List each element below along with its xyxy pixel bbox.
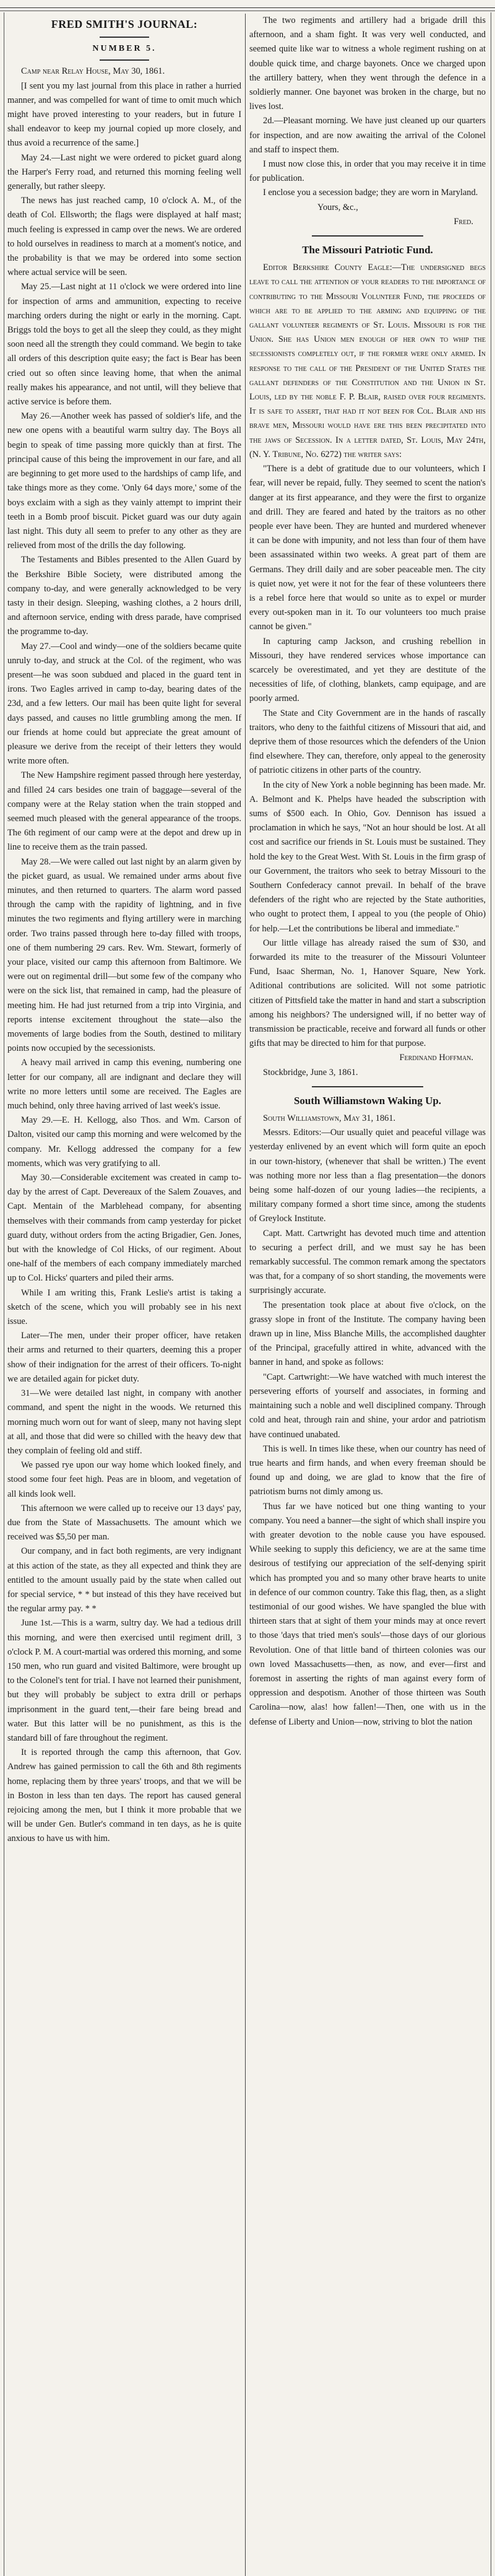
williamstown-paragraph: Thus far we have noticed but one thing wanting to your company. You need a banner—the sight of which shall inspire you with greater devotion to the noble cause you have espoused. While seeking to supply this deficiency, we are at the same time desirous of testifying our appreciation of the self-denying spirit which has prompted you and so many other brave hearts to unite in defence of our common country. Take this flag, then, as a slight testimonial of our good wishes. We have spangled the blue with thirteen stars that at sight of them your minds may at once revert to those 'days that tried men's souls'—those days of our glorious Revolution. One of that little band of thirteen colonies was our own loved Massachusetts—then, as now, and ever—first and foremost in asserting the rights of man against every form of oppression and despotism. Another of those thirteen was South Carolina—now, alas! how fallen!—Then, one with us in the defense of Liberty and Union—now, striving to blot the nation	[249, 1501, 486, 1727]
missouri-paragraph: In capturing camp Jackson, and crushing rebellion in Missouri, they have rendered services whose importance can scarcely be overestimated, and yet they are destitute of the necessities of life, of clothing, blankets, camp equipage, and are poorly armed.	[249, 636, 486, 704]
left-column	[7, 14, 241, 2576]
journal-paragraph: May 26.—Another week has passed of soldier's life, and the new one opens with a beautiful warm sultry day. The Boys all begin to speak of time passing more quickly than at first. The principal cause of this being the improvement in our fare, and all are beginning to get more used to the hardships of camp life, and take things more as they come. 'Only 64 days more,' some of the boys exclaim with a sigh as they vainly attempt to imprint their teeth in a Bomb proof biscuit. Picket guard was our duty again last night. This duty all seem to prefer to any other as they are relieved from most of the drills the day following.	[7, 411, 241, 551]
journal-paragraph: [I sent you my last journal from this place in rather a hurried manner, and was compelled for want of time to omit much which might have proved interesting to your readers, but in future I shall endeavor to keep my journal copied up more closely, and thus avoid a recurrence of the same.]	[7, 80, 241, 149]
missouri-place-date: Stockbridge, June 3, 1861.	[263, 1067, 358, 1077]
journal-paragraph: May 30.—Considerable excitement was created in camp to-day by the arrest of Capt. Devereaux of the Salem Zouaves, and Capt. Mentain of the Marblehead company, for absenting themselves with their commands from camp yesterday for picket guard duty, without orders from the acting Brigadier, Gen. Jones, but with the knowledge of Col Hicks, of our regiment. About one-half of the members of each company immediately marched up to Col. Hicks' quarters and piled their arms.	[7, 1173, 241, 1284]
journal-paragraph: May 25.—Last night at 11 o'clock we were ordered into line for inspection of arms and ammunition, expecting to receive marching orders during the night or early in the morning. Capt. Briggs told the boys to get all the sleep they could, as they might soon need all the strength they could command. We begin to take all orders of this description quite easy; the fact is Bear has been cried out so often since leaving home, that when the animal really makes his appearance, and not until, will they believe that active service is before them.	[7, 282, 241, 407]
journal-signoff: Yours, &c.,	[317, 202, 358, 212]
right-column	[249, 14, 486, 2576]
journal-paragraph: We passed rye upon our way home which looked finely, and stood some four feet high. Peas are in bloom, and vegetation of all kinds look well.	[7, 1460, 241, 1499]
journal-paragraph: A heavy mail arrived in camp this evening, numbering one letter for our company, all are indignant and declare they will write no more letters until some are received. The Eagles are much behind, only three having arrived of last week's issue.	[7, 1058, 241, 1112]
williamstown-paragraph: Messrs. Editors:—Our usually quiet and peaceful village was yesterday enlivened by an event which will form quite an epoch in our town-history, (whenever that shall be written.) The event was nothing more nor less than a flag presentation—the donors being some half-dozen of our young ladies—the recipients, a military company formed a short time since, among the students of Greylock Institute.	[249, 1128, 486, 1224]
journal-paragraph: I must now close this, in order that you may receive it in time for publication.	[249, 159, 486, 184]
journal-paragraph: This afternoon we were called up to receive our 13 days' pay, due from the State of Massachusetts. The amount which we received was $5,50 per man.	[7, 1503, 241, 1543]
missouri-paragraph: Our little village has already raised the sum of $30, and forwarded its mite to the treasurer of the Missouri Volunteer Fund, Isaac Sherman, No. 1, Hanover Square, New York. Aditional contributions are solicited. Will not some patriotic citizen of Pittsfield take the matter in hand and start a subscription among his neighbors? The undersigned will, if no better way of transmission be practicable, receive and forward all funds or other gifts that may be directed to him for that purpose.	[249, 938, 486, 1049]
journal-paragraph: May 28.—We were called out last night by an alarm given by the picket guard, as usual. We remained under arms about five minutes, and then returned to quarters. The alarm word passed through the camp with the rapidity of lightning, and in five minutes the two regiments and flying artillery were in marching order. Two trains passed through here to-day filled with troops, one of them numbering 29 cars. Rev. Wm. Stewart, formerly of your place, visited our camp this afternoon from Baltimore. We were out on regimental drill—but some few of the company who were on the sick list, that remained in camp, had the pleasure of meeting him. He had just returned from a trip into Virginia, and reports intense excitement throughout the state—also the movements of large bodies from the South, destined to military points now occupied by the secessionists.	[7, 856, 241, 1054]
article-separator	[312, 1086, 423, 1087]
williamstown-paragraph: "Capt. Cartwright:—We have watched with much interest the persevering efforts of yourself and associates, in forming and maintaining such a noble and well disciplined company. Through cold and heat, through rain and shine, your ardor and patriotism have continued unabated.	[249, 1372, 486, 1440]
williamstown-paragraph: This is well. In times like these, when our country has need of true hearts and firm hands, and when every freeman should be found up and doing, we are glad to know that the fire of patriotism burns not dimly among us.	[249, 1443, 486, 1497]
williamstown-paragraph: The presentation took place at about five o'clock, on the grassy slope in front of the Institute. The company having been drawn up in line, Miss Blanche Mills, the accomplished daughter of the Principal, gracefully attired in white, advanced with the banner in hand, and spoke as follows:	[249, 1300, 486, 1368]
williamstown-headline: South Williamstown Waking Up.	[293, 1094, 442, 1107]
journal-paragraph: May 29.—E. H. Kellogg, also Thos. and Wm. Carson of Dalton, visited our camp this morning and were welcomed by the company. Mr. Kellogg addressed the company for a few moments, which was very gratifying to all.	[7, 1115, 241, 1168]
missouri-paragraph: "There is a debt of gratitude due to our volunteers, which I fear, will never be repaid, fully. They seemed to scent the nation's danger at its first appearance, and they were the first to organize and drill. They are feared and hated by the traitors as no other people ever have been. They are hunted and murdered whenever it can be done with impunity, and not less than four of them have been assassinated within two weeks. A great part of them are Germans. They drill daily and are sober peaceable men. The city is quiet now, yet were it not for the fear of these volunteers there is a rebel force here that would so unite as to expel or murder every out-spoken man in it. To our volunteers too much praise cannot be given."	[249, 464, 486, 632]
journal-number: NUMBER 5.	[92, 44, 157, 54]
top-border-rule	[0, 7, 495, 8]
missouri-signature: Ferdinand Hoffman.	[399, 1053, 473, 1063]
journal-paragraph: May 24.—Last night we were ordered to picket guard along the Harper's Ferry road, and returned this morning feeling well generally, but rather sleepy.	[7, 152, 241, 192]
rule	[100, 37, 149, 38]
adjacent-column-edge-left	[0, 12, 4, 2576]
williamstown-dateline: South Williamstown, May 31, 1861.	[263, 1113, 396, 1124]
journal-paragraph: Later—The men, under their proper officer, have retaken their arms and returned to their quarters, deeming this a proper show of their indignation for the arrest of their officers. To-night we are detailed again for picket duty.	[7, 1331, 241, 1384]
journal-paragraph: The news has just reached camp, 10 o'clock A. M., of the death of Col. Ellsworth; the flags were displayed at half mast; much feeling is expressed in camp over the news. We are ordered to hold ourselves in readiness to march at a moment's notice, and the probability is that we may be ordered into some section where actual service will be seen.	[7, 196, 241, 278]
journal-paragraph: While I am writing this, Frank Leslie's artist is taking a sketch of the scene, which you will probably see in his next issue.	[7, 1287, 241, 1327]
missouri-headline: The Missouri Patriotic Fund.	[302, 244, 433, 256]
journal-masthead: FRED SMITH'S JOURNAL:	[51, 18, 198, 30]
journal-paragraph: It is reported through the camp this afternoon, that Gov. Andrew has gained permission to call the 6th and 8th regiments home, replacing them by three years' troops, and that we will be in Boston in less than ten days. The report has caused general rejoicing among the men, but I think it more probable that we will be under Gen. Butler's command in ten days, as he is quite anxious to have us with him.	[7, 1747, 241, 1844]
journal-dateline: Camp near Relay House, May 30, 1861.	[21, 66, 165, 77]
column-divider	[245, 14, 246, 2576]
adjacent-column-edge-right	[491, 12, 495, 2576]
journal-signature: Fred.	[454, 216, 473, 227]
journal-paragraph: The two regiments and artillery had a brigade drill this afternoon, and a sham fight. It was very well conducted, and seemed quite like war to witness a whole regiment rushing on at double quick time, and charge bayonets. Once we charged upon the artillery battery, when they went through the defence in a soldierly manner. One bayonet was broken in the charge, but no lives lost.	[249, 15, 486, 112]
missouri-paragraph: In the city of New York a noble beginning has been made. Mr. A. Belmont and K. Phelps have headed the subscription with sums of $500 each. In Ohio, Gov. Dennison has issued a proclamation in which he says, "Not an hour should be lost. At all cost and sacrifice our friends in St. Louis must be sustained. They hold the key to the Great West. With St. Louis in the firm grasp of our Government, the traitors who seek to betray Missouri to the Southern Confederacy cannot prevail. In behalf of the brave defenders of the right who are rejected by the State authorities, who ought to protect them, I appeal to you (the people of Ohio) for help.—Let the contributions be liberal and immediate."	[249, 780, 486, 934]
journal-paragraph: June 1st.—This is a warm, sultry day. We had a tedious drill this morning, and were then exercised until regiment drill, 3 o'clock P. M. A court-martial was ordered this morning, and some 150 men, who run guard and visited Baltimore, were brought up to the Colonel's tent for trial. I have not learned their punishment, but they will probably be subject to extra drill or perhaps imprisonment in the guard tent,—their fare being bread and water. But this latter will be no punishment, as this is the standard bill of fare throughout the regiment.	[7, 1618, 241, 1743]
journal-paragraph: The Testaments and Bibles presented to the Allen Guard by the Berkshire Bible Society, were distributed among the company to-day, and were generally acknowledged to be very tasty in their design. Sleeping, washing clothes, a 2 hours drill, and afternoon service, ending with dress parade, have comprised the programme to-day.	[7, 555, 241, 637]
rule	[100, 59, 149, 61]
journal-paragraph: May 27.—Cool and windy—one of the soldiers became quite unruly to-day, and struck at the Col. of the regiment, who was present—he was soon subdued and placed in the guard tent in irons. Two Eagles arrived in camp to-day, bearing dates of the 23d, and a few letters. Our mail has been quite light for several days passed, and causes no little grumbling among the men. If our friends at home could but appreciate the great amount of pleasure we derive from the receipt of their letters they would write more often.	[7, 641, 241, 767]
missouri-paragraph: The State and City Government are in the hands of rascally traitors, who deny to the faithful citizens of Missouri that aid, and deprive them of those resources which the defenders of the Union find elsewhere. They can, therefore, only appeal to the generosity of patriotic citizens in other parts of the country.	[249, 708, 486, 776]
williamstown-paragraph: Capt. Matt. Cartwright has devoted much time and attention to securing a perfect drill, and we must say he has been remarkably successful. The common remark among the spectators was that, for a company of so short standing, the movements were surprisingly accurate.	[249, 1228, 486, 1296]
journal-paragraph: The New Hampshire regiment passed through here yesterday, and filled 24 cars besides one train of baggage—several of the company were at the Relay station when the train stopped and seemed much pleased with the general appearance of the troops. The 6th regiment of our camp were at the depot and drew up in line to receive them as the train passed.	[7, 770, 241, 853]
journal-paragraph: 2d.—Pleasant morning. We have just cleaned up our quarters for inspection, and are now awaiting the arrival of the Colonel and staff to inspect them.	[249, 116, 486, 155]
journal-paragraph: 31—We were detailed last night, in company with another command, and spent the night in the woods. We returned this morning much worn out for want of sleep, many not having slept at all, and those that did were so chilled with the heavy dew that they complain of feeling old and stiff.	[7, 1388, 241, 1456]
journal-paragraph: I enclose you a secession badge; they are worn in Maryland.	[263, 188, 478, 198]
article-separator	[312, 235, 423, 237]
missouri-paragraph: Editor Berkshire County Eagle:—The undersigned begs leave to call the attention of your readers to the importance of contributing to the Missouri Volunteer Fund, the proceeds of which are to be applied to the arming and equipping of the gallant volunteer regiments of St. Louis. Missouri is for the Union. She has Union men enough of her own to whip the secessionists completely out, if the former were only armed. In response to the call of the President of the United States the gallant defenders of the Constitution and the Union in St. Louis, led by the noble F. P. Blair, raised over four regiments. It is safe to assert, that had it not been for Col. Blair and his brave men, Missouri would have ere this been precipitated into the jaws of Secession. In a letter dated, St. Louis, May 24th, (N. Y. Tribune, No. 6272) the writer says:	[249, 263, 486, 459]
journal-paragraph: Our company, and in fact both regiments, are very indignant at this action of the state, as they all expected and think they are entitled to the amount usually paid by the state when called out for special service, * * but instead of this they have received but the regular army pay. * *	[7, 1546, 241, 1614]
